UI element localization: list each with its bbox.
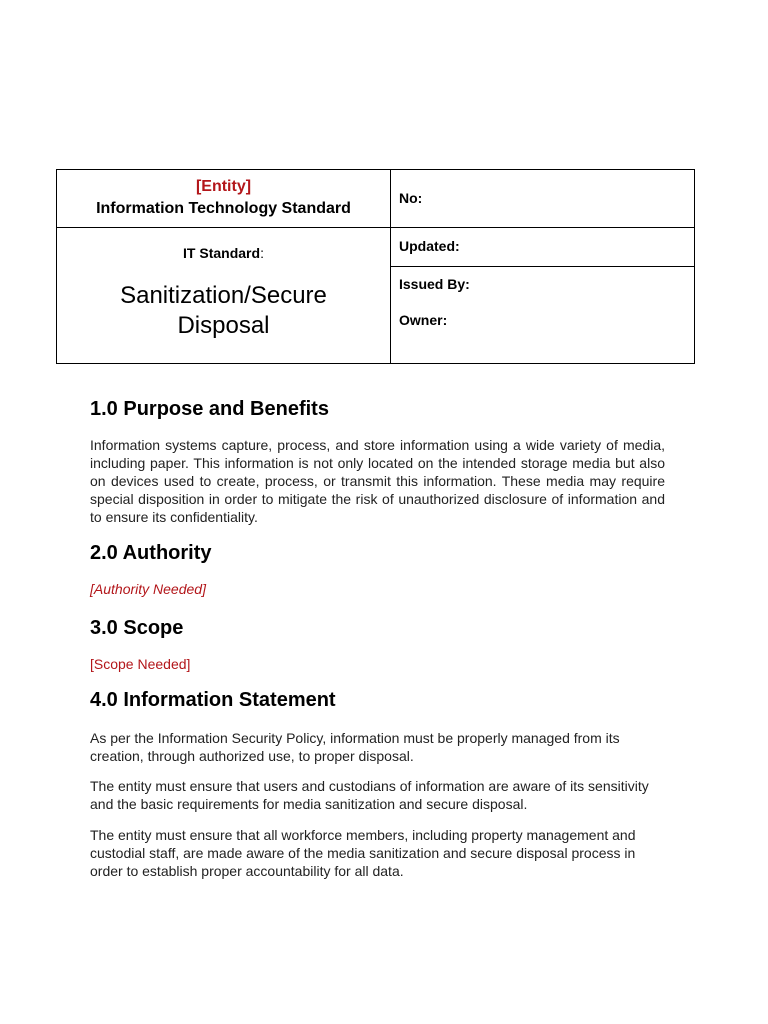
entity-cell bbox=[57, 170, 391, 228]
number-cell bbox=[391, 170, 694, 228]
standard-label-text: IT Standard bbox=[183, 245, 261, 261]
information-statement-paragraph-1: As per the Information Security Policy, information must be properly managed from its creation, through authorized use, to proper disposal. bbox=[90, 730, 620, 764]
section-heading-authority: 2.0 Authority bbox=[90, 542, 212, 564]
section-heading-scope: 3.0 Scope bbox=[90, 617, 184, 639]
issued-owner-cell bbox=[391, 267, 694, 363]
standard-label bbox=[57, 245, 390, 261]
authority-placeholder: [Authority Needed] bbox=[90, 581, 206, 597]
document-header-table bbox=[56, 169, 695, 364]
updated-cell bbox=[391, 228, 694, 267]
issued-by-label: Issued By: bbox=[399, 276, 470, 292]
section-heading-information-statement: 4.0 Information Statement bbox=[90, 689, 336, 711]
information-statement-paragraph-2: The entity must ensure that users and custodians of information are aware of its sensitivity and the basic requirements for media sanitization and secure disposal. bbox=[90, 778, 649, 812]
standard-label-colon: : bbox=[260, 245, 264, 261]
entity-placeholder: [Entity] bbox=[195, 178, 252, 195]
standard-title bbox=[57, 281, 390, 341]
number-label: No: bbox=[399, 190, 423, 206]
section-heading-purpose: 1.0 Purpose and Benefits bbox=[90, 398, 329, 420]
standard-cell bbox=[57, 228, 391, 363]
entity-title: Information Technology Standard bbox=[96, 200, 351, 217]
section-text-purpose: Information systems capture, process, and store information using a wide variety of media, including paper. This information is not only located on the intended storage media but also on devices used to create, process, or transmit this information. These media may require special disposition in order to mitigate the risk of unauthorized disclosure of information and to ensure its confidentiality. bbox=[90, 437, 665, 525]
information-statement-paragraph-3: The entity must ensure that all workforce members, including property management and custodial staff, are made aware of the media sanitization and secure disposal process in order to establish proper accountability for all data. bbox=[90, 827, 636, 879]
standard-title-line-2: Disposal bbox=[177, 312, 270, 339]
scope-placeholder: [Scope Needed] bbox=[90, 656, 191, 672]
updated-label: Updated: bbox=[399, 238, 460, 254]
owner-label: Owner: bbox=[399, 312, 448, 328]
standard-title-line-1: Sanitization/Secure bbox=[120, 282, 327, 309]
